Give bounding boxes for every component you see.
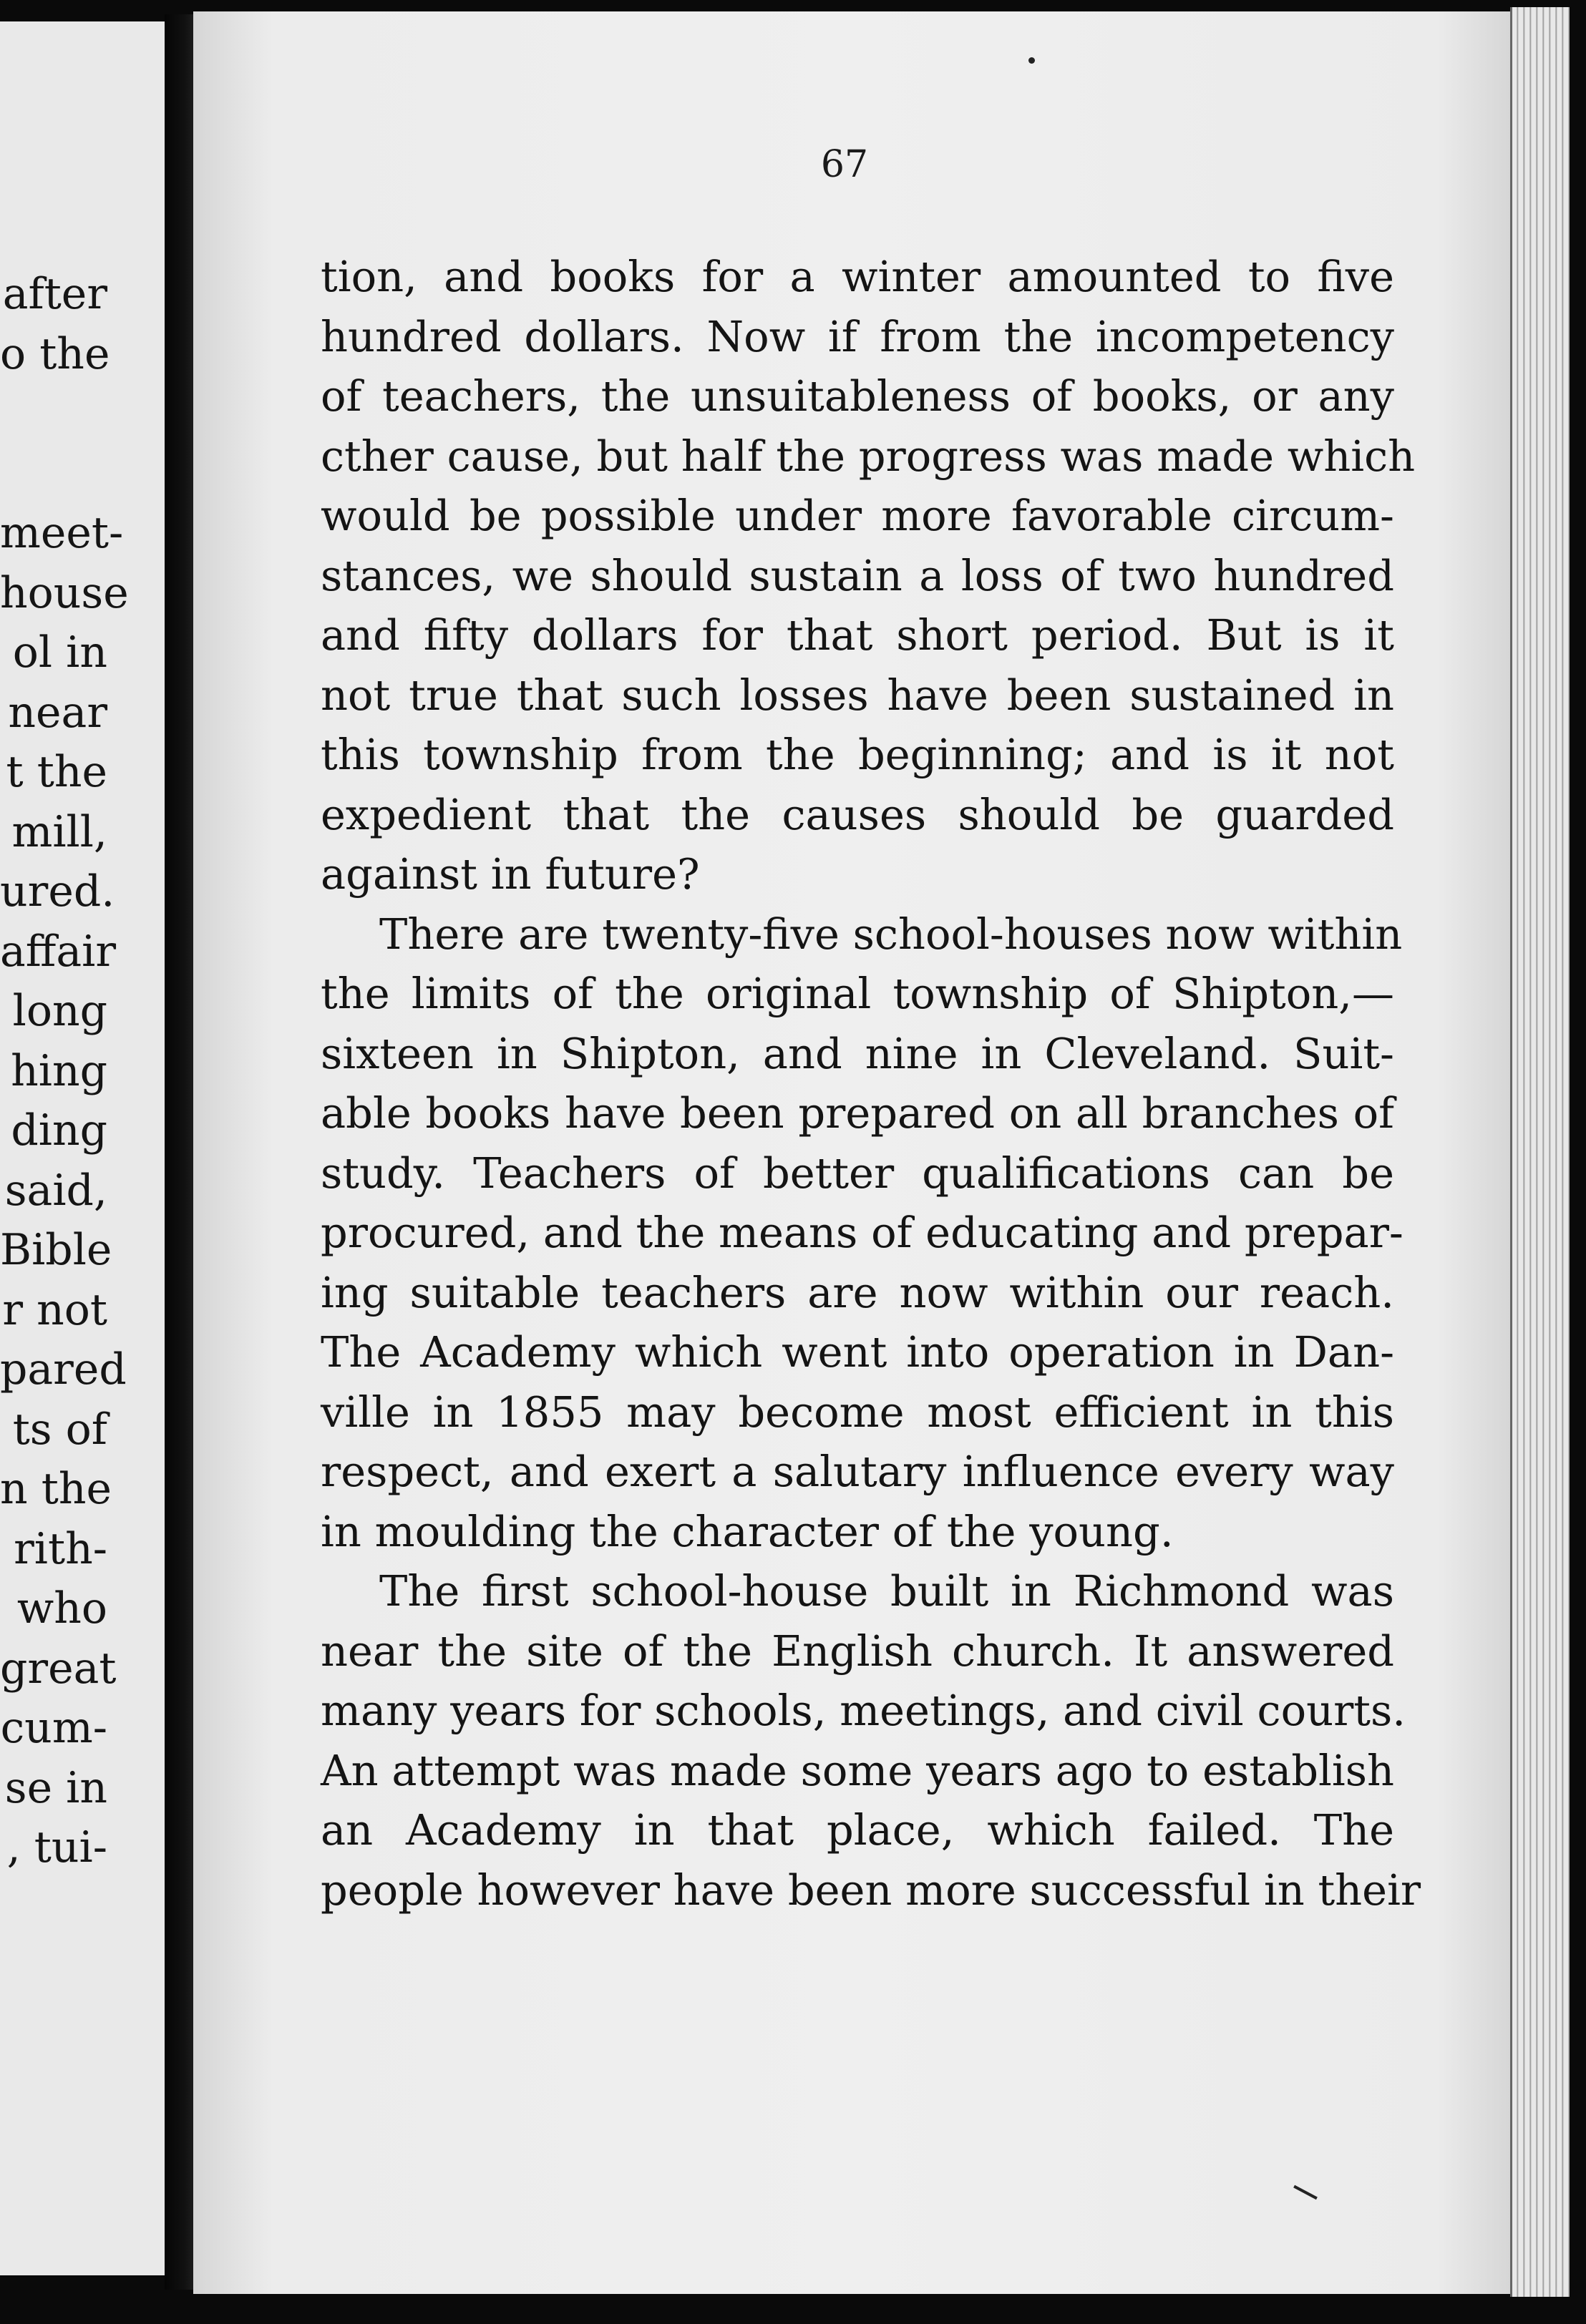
text-line: would be possible under more favorable circum- (321, 491, 1394, 540)
left-page-text (0, 265, 129, 1878)
left-line: rith- (14, 1523, 107, 1574)
text-line: There are twenty-five school-houses now within (379, 909, 1403, 959)
text-line: ville in 1855 may become most efficient in this (321, 1387, 1394, 1437)
text-line: expedient that the causes should be guarded (321, 789, 1394, 839)
left-line: who (16, 1583, 107, 1634)
text-line: people however have been more successful in their (321, 1865, 1421, 1915)
text-line: an Academy in that place, which failed. The (321, 1805, 1394, 1855)
ink-speck (1028, 57, 1035, 64)
left-line: meet- (0, 508, 124, 558)
left-page (0, 21, 175, 2275)
left-line: long (12, 986, 107, 1036)
left-line: ts of (12, 1404, 107, 1455)
text-line: respect, and exert a salutary influence every way (321, 1447, 1394, 1496)
left-line: ol in (12, 628, 107, 678)
left-line: r not (2, 1284, 107, 1335)
left-line: , tui- (6, 1822, 107, 1873)
left-line: o the (0, 328, 110, 379)
text-line: An attempt was made some years ago to establish (321, 1745, 1394, 1795)
text-line: not true that such losses have been sustained in (321, 670, 1394, 720)
text-line: tion, and books for a winter amounted to five (321, 252, 1394, 301)
text-line: able books have been prepared on all branches of (321, 1088, 1394, 1138)
text-line: the limits of the original township of Shipton,— (321, 969, 1394, 1018)
text-line: sixteen in Shipton, and nine in Cleveland. Suit- (321, 1028, 1394, 1078)
left-line: pared (0, 1344, 127, 1395)
text-line: ing suitable teachers are now within our reach. (321, 1267, 1394, 1317)
text-line: in moulding the character of the young. (321, 1506, 1174, 1556)
left-line: ured. (0, 866, 115, 917)
left-line: n the (0, 1464, 112, 1514)
left-line: mill, (11, 806, 107, 857)
left-line: house (0, 567, 129, 618)
text-line: near the site of the English church. It answered (321, 1626, 1394, 1676)
left-line: cum- (0, 1703, 107, 1753)
left-line: se in (4, 1762, 107, 1813)
left-line: hing (11, 1045, 107, 1096)
left-line: Bible (0, 1225, 112, 1275)
text-line: hundred dollars. Now if from the incompetency (321, 311, 1394, 361)
text-line: many years for schools, meetings, and civil courts. (321, 1686, 1406, 1735)
page-number: 67 (820, 143, 869, 186)
left-line: said, (4, 1165, 107, 1216)
left-line: t the (6, 747, 107, 797)
text-line: cther cause, but half the progress was made which (321, 431, 1416, 481)
left-line: great (0, 1643, 117, 1694)
left-line: after (2, 269, 107, 319)
left-line: near (8, 687, 107, 738)
text-line: The Academy which went into operation in Dan- (321, 1327, 1394, 1377)
text-line: The first school-house built in Richmond was (379, 1566, 1394, 1616)
text-line: procured, and the means of educating and prepar- (321, 1208, 1403, 1257)
text-line: study. Teachers of better qualifications can be (321, 1148, 1394, 1198)
page-body-text (321, 247, 1421, 1920)
page-edges (1510, 7, 1570, 2297)
left-line: ding (11, 1105, 107, 1156)
text-line: this township from the beginning; and is it not (321, 730, 1394, 779)
text-line: and fifty dollars for that short period. But is it (321, 610, 1394, 660)
left-line: affair (0, 926, 117, 977)
text-line: stances, we should sustain a loss of two hundred (321, 550, 1394, 600)
text-line: of teachers, the unsuitableness of books, or any (321, 371, 1394, 421)
text-line: against in future? (321, 849, 700, 899)
